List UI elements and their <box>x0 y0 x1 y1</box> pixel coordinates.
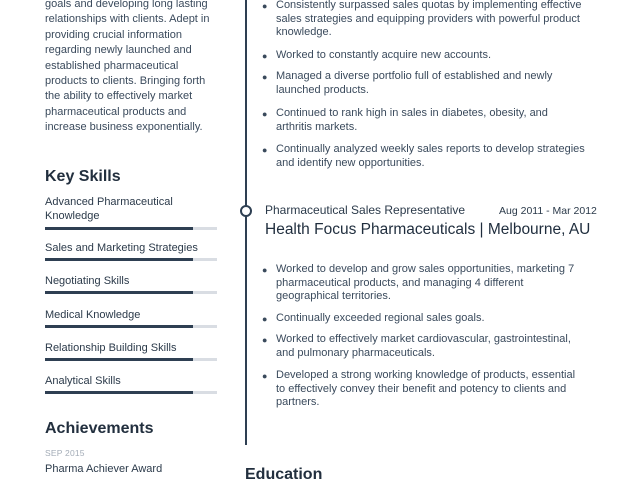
skill-item <box>45 274 217 288</box>
bullet-icon: ● <box>262 335 268 345</box>
bullet-icon: ● <box>262 109 268 119</box>
summary-line: the ability to effectively market <box>45 90 193 103</box>
skill-name: Medical Knowledge <box>45 309 141 321</box>
summary-line: goals and developing long lasting <box>45 0 208 10</box>
skill-level-fill <box>45 391 193 394</box>
bullet-icon: ● <box>262 1 268 11</box>
bullet-line: Developed a strong working knowledge of products, essential <box>276 369 576 381</box>
bullet-line: Continually exceeded regional sales goals. <box>276 312 485 324</box>
bullet-icon: ● <box>262 265 268 275</box>
bullet-line: pharmaceutical products, and managing 4 different <box>276 276 524 289</box>
timeline-marker-icon <box>240 205 252 217</box>
job-dates: Aug 2011 - Mar 2012 <box>499 205 597 217</box>
summary-line: regarding newly launched and <box>45 44 192 57</box>
job-title: Pharmaceutical Sales Representative <box>265 203 466 217</box>
bullet-line: Continually analyzed weekly sales reports to develop strategies <box>276 143 585 155</box>
achievement-date: SEP 2015 <box>45 448 85 458</box>
skill-level-fill <box>45 258 193 261</box>
bullet-line: geographical territories. <box>276 290 391 302</box>
skill-item <box>45 374 217 388</box>
skill-level-fill <box>45 291 193 294</box>
skill-name: Knowledge <box>45 210 100 222</box>
skill-level-bar <box>45 391 217 394</box>
bullet-line: partners. <box>276 396 320 408</box>
bullet-line: Consistently surpassed sales quotas by implementing effective <box>276 0 582 11</box>
skill-level-bar <box>45 227 217 230</box>
bullet-line: sales strategies and equipping providers with powerful product <box>276 12 580 25</box>
bullet-icon: ● <box>262 371 268 381</box>
bullet-line: to effectively convey their benefit and potency to clients and <box>276 382 567 395</box>
skill-level-bar <box>45 325 217 328</box>
bullet-line: arthritis markets. <box>276 120 358 133</box>
summary-line: products to clients. Bringing forth <box>45 75 206 88</box>
summary-line: relationships with clients. Adept in <box>45 13 210 26</box>
bullet-line: Continued to rank high in sales in diabetes, obesity, and <box>276 107 548 119</box>
bullet-line: knowledge. <box>276 26 332 38</box>
summary-line: pharmaceutical products and <box>45 105 187 118</box>
skill-item <box>45 308 217 322</box>
skill-item <box>45 241 217 255</box>
achievement-title: Pharma Achiever Award <box>45 463 163 475</box>
bullet-line: Managed a diverse portfolio full of established and newly <box>276 70 553 82</box>
bullet-line: Worked to effectively market cardiovascular, gastrointestinal, <box>276 333 571 345</box>
skill-item <box>45 195 217 223</box>
achievements-heading: Achievements <box>45 420 154 437</box>
skill-level-fill <box>45 227 193 230</box>
education-heading: Education <box>245 466 323 483</box>
skill-name: Relationship Building Skills <box>45 342 177 354</box>
timeline-line <box>245 0 247 445</box>
skill-item <box>45 341 217 355</box>
bullet-line: Worked to develop and grow sales opportunities, marketing 7 <box>276 263 575 275</box>
skill-level-bar <box>45 358 217 361</box>
company-name: Health Focus Pharmaceuticals | Melbourne, AU <box>265 221 591 238</box>
skill-name: Advanced Pharmaceutical <box>45 196 173 208</box>
skill-name: Sales and Marketing Strategies <box>45 242 198 254</box>
skill-level-bar <box>45 291 217 294</box>
bullet-icon: ● <box>262 51 268 61</box>
skill-level-fill <box>45 325 193 328</box>
skill-name: Negotiating Skills <box>45 275 130 287</box>
bullet-icon: ● <box>262 72 268 82</box>
bullet-icon: ● <box>262 145 268 155</box>
bullet-line: Worked to constantly acquire new accounts. <box>276 49 492 61</box>
key-skills-heading: Key Skills <box>45 168 121 185</box>
summary-line: increase business exponentially. <box>45 121 203 134</box>
bullet-line: and pulmonary pharmaceuticals. <box>276 346 435 359</box>
summary-line: providing crucial information <box>45 28 182 41</box>
bullet-line: and identify new opportunities. <box>276 156 425 169</box>
bullet-icon: ● <box>262 314 268 324</box>
bullet-line: launched products. <box>276 83 369 96</box>
professional-summary <box>45 0 220 136</box>
skill-level-fill <box>45 358 193 361</box>
summary-line: established pharmaceutical <box>45 59 179 72</box>
skill-level-bar <box>45 258 217 261</box>
skill-name: Analytical Skills <box>45 375 121 387</box>
